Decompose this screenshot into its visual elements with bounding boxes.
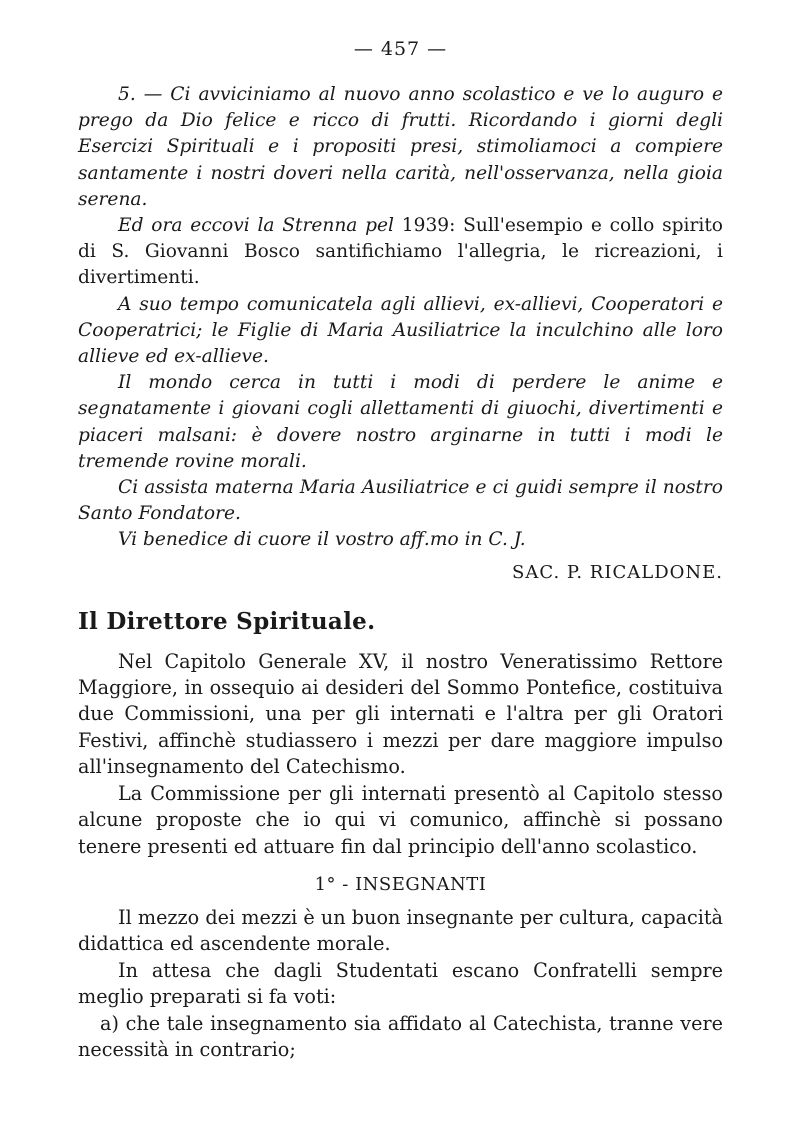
page-number: — 457 — [353,38,448,60]
letter-block [78,82,723,554]
letter-paragraph-6: Vi benedice di cuore il vostro aff.mo in C. J. [118,529,526,551]
strenna-paragraph [78,213,723,292]
strenna-lead: Ed ora eccovi la Strenna pel [118,215,402,237]
section-body [78,649,723,860]
signature: SAC. P. RICALDONE. [512,561,723,583]
subsection-paragraph-2: In attesa che dagli Studentati escano Confratelli sempre meglio preparati si fa voti: [78,958,723,1009]
strenna-text: 1939: Sull'esempio e collo spirito di S. Giovanni Bosco santifichiamo l'allegria, le ricreazioni, i divertimenti. [78,215,723,289]
list-item-a: a) che tale insegnamento sia affidato al Catechista, tranne vere necessità in contrario; [78,1011,723,1061]
letter-paragraph-1: 5. — Ci avviciniamo al nuovo anno scolastico e ve lo auguro e prego da Dio felice e ricco di frutti. Ricordando i giorni degli Esercizi Spirituali e i propositi presi, stimoliamoci a compiere santamente i nostri doveri nella carità, nell'osservanza, nella gioia serena. [78,84,723,210]
letter-paragraph-4: Il mondo cerca in tutti i modi di perdere le anime e segnatamente i giovani cogli allettamenti di giuochi, divertimenti e piaceri malsani: è dovere nostro arginarne in tutti i modi le tremende rovine morali. [78,372,723,472]
letter-paragraph-5: Ci assista materna Maria Ausiliatrice e ci guidi sempre il nostro Santo Fondatore. [78,477,723,525]
section-paragraph-2: La Commissione per gli internati presentò al Capitolo stesso alcune proposte che io qui vi comunico, affinchè si possano tenere presenti ed attuare fin dal principio dell'anno scolastico. [78,781,723,858]
section-paragraph-1: Nel Capitolo Generale XV, il nostro Veneratissimo Rettore Maggiore, in ossequio ai desideri del Sommo Pontefice, costituiva due Commissioni, una per gli internati e l'altra per gli Oratori Festivi, affinchè studiassero i mezzi per dare maggiore impulso all'insegnamento del Catechismo. [78,649,723,779]
subsection-body [78,905,723,1063]
subsection-title: 1° - INSEGNANTI [314,873,487,895]
letter-paragraph-3: A suo tempo comunicatela agli allievi, ex-allievi, Cooperatori e Cooperatrici; le Figlie di Maria Ausiliatrice la inculchino alle loro allieve ed ex-allieve. [78,293,723,368]
document-page [78,38,723,1063]
subsection-paragraph-1: Il mezzo dei mezzi è un buon insegnante per cultura, capacità didattica ed ascendente morale. [78,905,723,956]
section-title: Il Direttore Spirituale. [78,607,376,635]
